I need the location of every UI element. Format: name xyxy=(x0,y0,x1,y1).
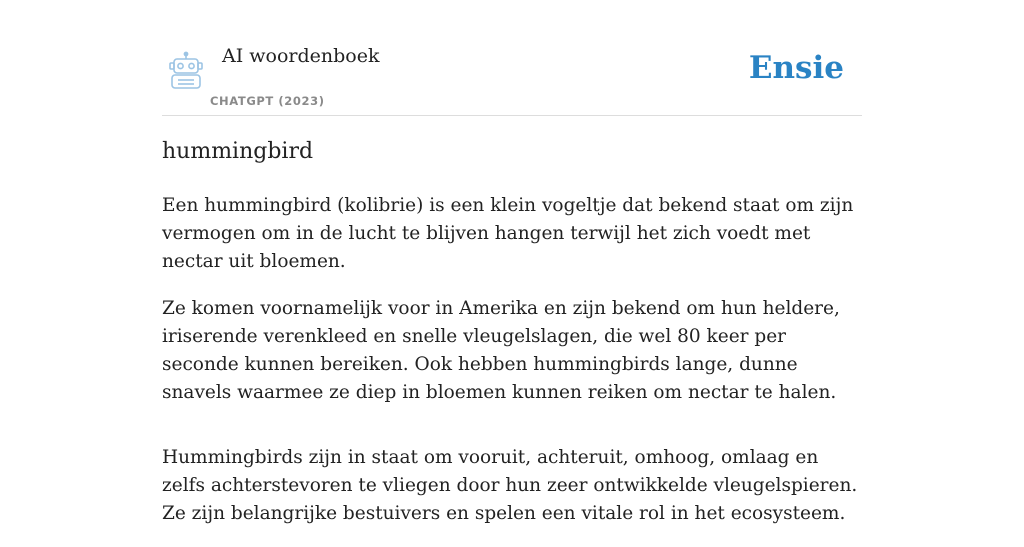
page-header xyxy=(162,0,862,116)
entry-paragraph: Hummingbirds zijn in staat om vooruit, achteruit, omhoog, omlaag en zelfs achterstevoren te vliegen door hun zeer ontwikkelde vleugelspieren. Ze zijn belangrijke bestuivers en spelen een vitale rol in het ecosysteem. xyxy=(162,447,858,524)
entry-paragraph: Een hummingbird (kolibrie) is een klein vogeltje dat bekend staat om zijn vermogen om in de lucht te blijven hangen terwijl het zich voedt met nectar uit bloemen. xyxy=(162,195,854,272)
source-subtitle: CHATGPT (2023) xyxy=(210,94,325,108)
entry-paragraph: Ze komen voornamelijk voor in Amerika en zijn bekend om hun heldere, iriserende verenkleed en snelle vleugelslagen, die wel 80 keer per seconde kunnen bereiken. Ook hebben hummingbirds lange, dunne snavels waarmee ze diep in bloemen kunnen reiken om nectar te halen. xyxy=(162,298,840,403)
entry-body xyxy=(162,192,862,547)
entry-title: hummingbird xyxy=(162,139,314,164)
ensie-logo[interactable]: Ensie xyxy=(748,50,844,86)
source-title[interactable]: AI woordenboek xyxy=(222,45,380,67)
robot-icon xyxy=(166,52,206,90)
